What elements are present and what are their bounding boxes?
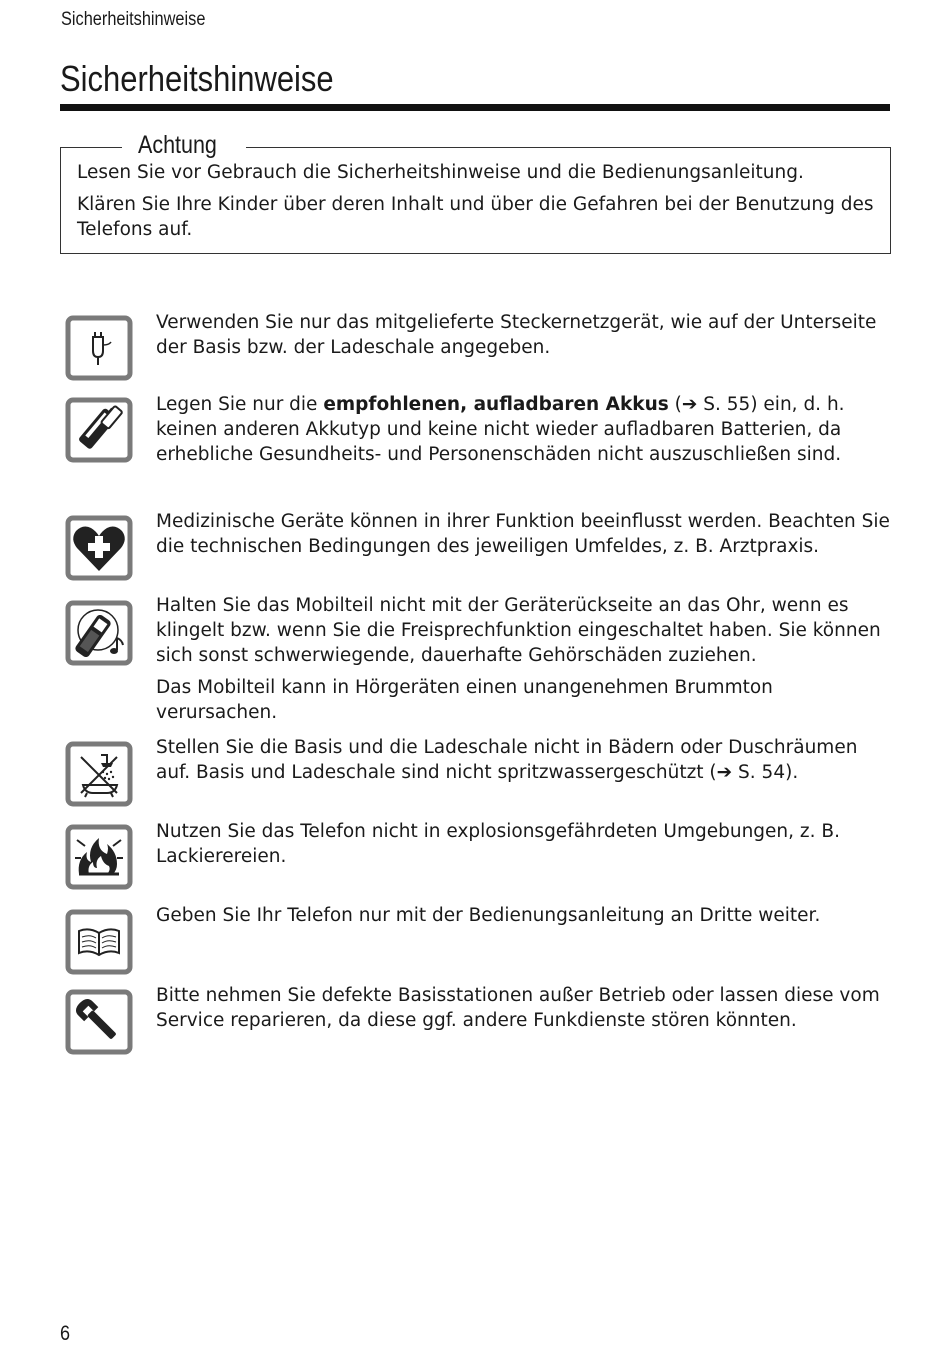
warning-paragraph-2: Klären Sie Ihre Kinder über deren Inhalt und über die Gefahren bei der Benutzung des Telefons auf.	[77, 194, 874, 240]
item-text: Medizinische Geräte können in ihrer Funktion beeinflusst werden. Beachten Sie die technischen Bedingungen des jeweiligen Umfeldes, z. B. Arztpraxis.	[156, 511, 890, 557]
power-plug-icon	[65, 315, 133, 381]
page-title: Sicherheitshinweise	[60, 58, 334, 99]
warning-label: Achtung	[138, 131, 217, 159]
battery-icon	[65, 397, 133, 463]
item-text: Bitte nehmen Sie defekte Basisstationen außer Betrieb oder lassen diese vom Service reparieren, da diese ggf. andere Funkdienste stören könnten.	[156, 985, 880, 1031]
running-header: Sicherheitshinweise	[61, 9, 206, 30]
title-rule	[60, 104, 890, 111]
safety-item-explosion	[156, 819, 896, 869]
no-shower-icon	[65, 741, 133, 807]
warning-paragraph-1: Lesen Sie vor Gebrauch die Sicherheitshinweise und die Bedienungsanleitung.	[77, 162, 804, 183]
arrow-icon: ➔	[716, 762, 733, 783]
safety-item-bathroom	[156, 735, 896, 785]
item-text: Verwenden Sie nur das mitgelieferte Steckernetzgerät, wie auf der Unterseite der Basis bzw. der Ladeschale angegeben.	[156, 312, 877, 358]
safety-item-medical	[156, 509, 896, 559]
item-text: Legen Sie nur die empfohlenen, aufladbaren Akkus (➔ S. 55) ein, d. h. keinen anderen Akkutyp und keine nicht wieder aufladbaren Batterien, da erhebliche Gesundheits- und Personenschäden nicht auszuschließen sind.	[156, 394, 845, 465]
arrow-icon: ➔	[681, 394, 698, 415]
item-text: Halten Sie das Mobilteil nicht mit der Geräterückseite an das Ohr, wenn es klingelt bzw. wenn Sie die Freisprechfunktion eingeschaltet haben. Sie können sich sonst schwerwiegende, dauerhafte Gehörschäden zuziehen.	[156, 595, 881, 666]
item-text: Stellen Sie die Basis und die Ladeschale nicht in Bädern oder Duschräumen auf. Basis und Ladeschale sind nicht spritzwassergeschützt (➔ S. 54).	[156, 737, 858, 783]
safety-item-batteries	[156, 392, 896, 467]
explosion-flame-icon	[65, 824, 133, 890]
safety-item-power-supply	[156, 310, 896, 360]
safety-item-manual	[156, 903, 896, 928]
warning-box	[60, 147, 891, 254]
item-text: Nutzen Sie das Telefon nicht in explosionsgefährdeten Umgebungen, z. B. Lackierereien.	[156, 821, 840, 867]
wrench-icon	[65, 989, 133, 1055]
item-bold-text: empfohlenen, aufladbaren Akkus	[323, 394, 669, 415]
page-number: 6	[60, 1322, 71, 1345]
medical-heart-icon	[65, 515, 133, 581]
safety-item-repair	[156, 983, 896, 1033]
manual-book-icon	[65, 909, 133, 975]
item-text: Geben Sie Ihr Telefon nur mit der Bedienungsanleitung an Dritte weiter.	[156, 905, 821, 926]
ringing-handset-icon	[65, 600, 133, 666]
item-text-2: Das Mobilteil kann in Hörgeräten einen unangenehmen Brummton verursachen.	[156, 677, 773, 723]
warning-label-wrap	[122, 131, 246, 161]
safety-item-ringing	[156, 593, 896, 725]
